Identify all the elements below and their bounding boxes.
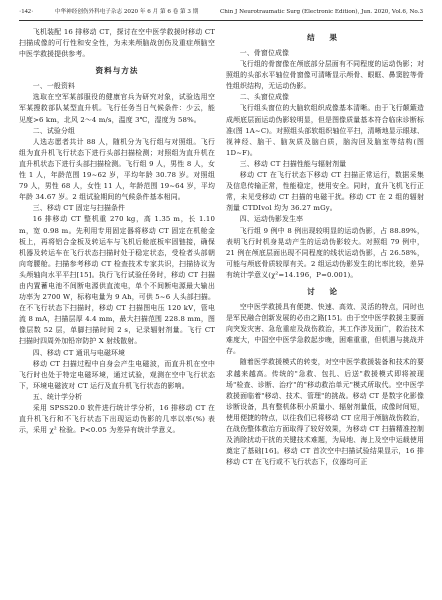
paragraph-electromagnetic: 移动 CT 扫描过程中自身会产生电磁波，而直升机在空中飞行时也处于特定电磁环境，通过试验，观测在空中飞行状态下，环境电磁波对 CT 运行及直升机飞行状态的影响。 xyxy=(19,359,215,390)
right-column xyxy=(226,27,424,468)
intro-continuation: 飞机装配 16 排移动 CT，探讨在空中医学救援时移动 CT 扫描成像的可行性和安全性，为未来颅脑战创伤及重症颅脑空中医学救援提供参考。 xyxy=(19,28,215,59)
subheading-general: 一、一般资料 xyxy=(32,82,76,91)
subheading-bone-window: 一、骨窗位成像 xyxy=(239,49,290,57)
paragraph-brain-window: 飞行组头窗位的大脑软组织成像基本清晰。由于飞行颠簸造成颅底层面运动伪影较明显，但是图像质量基本符合临床诊断标准(图 1A~C)。对照组头部软组织轴位平扫，清晰地显示眼球、视神经、脑干、脑灰质及脑白质，脑沟回及脑室等结构(图 1D~F)。 xyxy=(226,104,424,157)
subheading-electromagnetic: 四、移动 CT 通讯与电磁环境 xyxy=(32,348,126,357)
paragraph-discussion-2: 随着医学救援模式的转变，对空中医学救援装备和技术的要求越来越高。传统的"急救、包扎、后送"救援模式即将被现场"检查、诊断、治疗"的"移动救治单元"模式所取代。空中医学救援面临着"移动、技术、管理"的挑战。移动 CT 是数字化影像诊断设备，具有整机体积小质量小、辐射剂量低，成像时间短，使用便捷的特点，以往我们已将移动 CT 应用于颅脑战伤救治，在战伤整体救治方面取得了较好效果，为移动 CT 扫描精准控制及消除扰动干扰的关键技术难题，为局地、海上及空中运载使用奠定了基础[16]。移动 CT 首次空中扫描试验结果显示，16 排移动 CT 在飞行或不飞行状态下，仪器均可正 xyxy=(226,358,424,467)
header-rule xyxy=(19,20,423,21)
subheading-grouping: 二、试验分组 xyxy=(32,126,76,135)
paragraph-ct-fixation: 16 排移动 CT 整机重 270 kg，高 1.35 m，长 1.10 m，宽 0.98 m。先利用专用固定器将移动 CT 固定在机舱金板上，再将铝合金板及转运车与飞机后舱底板牢固链接，确保机器及转运车在飞行状态扫描时处于稳定状态，受检者头部朝向弯腰舱。扫描参考移动 CT 检查技术专家共识，扫描协议为头颅轴向水平平扫[15]。执行飞行试验任务时，移动 CT 扫描由内置蓄电池不间断电源供直流电，单个不间断电源最大输出功率为 2700 W，标称电量为 9 Ah，可供 5~6 人头部扫描。在不飞行状态下扫描时，移动 CT 扫描图电压 120 kV，管电流 8 mA，扫描层厚 4.4 mm，最大扫描范围 228.8 mm，图像层数 52 层，单脚扫描时间 2 s，记录辐射剂量。飞行 CT 扫描时四周外加铅帘防护 X 射线散射。 xyxy=(19,215,215,346)
paragraph-bone-window: 飞行组的骨窗像在颅底部分层面有不同程度的运动伪影；对照组的头部水平轴位骨窗像可清晰显示颅骨、眼眶、鼻窦腔等骨性组织结构，无运动伪影。 xyxy=(226,60,424,91)
subheading-artifact-rate: 四、运动伪影发生率 xyxy=(239,215,304,224)
section-title-methods: 资料与方法 xyxy=(95,66,139,76)
subheading-statistics: 五、统计学分析 xyxy=(32,392,83,401)
subheading-brain-window: 二、头窗位成像 xyxy=(239,93,290,102)
section-title-discussion: 讨 论 xyxy=(307,286,343,296)
journal-title-en: Chin J Neurotraumatic Surg (Electronic Edition), Jun. 2020, Vol.6, No.3 xyxy=(220,9,423,15)
paragraph-general: 选取在空军某部服役的健康官兵为研究对象，试验选用空军某搜救部队某型直升机。飞行任务当日气候条件：少云，能见度>6 km，北风 2～4 m/s，温度 3℃，湿度为 58%。 xyxy=(19,93,215,124)
paragraph-statistics: 采用 SPSS20.0 软件进行统计学分析，16 排移动 CT 在直升机飞行和不飞行状态下出现运动伪影的几率以率(%) 表示，采用 χ² 检验。P<0.05 为差异有统计学意义。 xyxy=(19,404,215,435)
running-header xyxy=(19,8,423,16)
paragraph-performance: 移动 CT 在飞行状态下移动 CT 扫描正常运行，数据采集及信息传输正常，性能稳定，使用安全。同时，直升飞机飞行正常，未见受移动 CT 扫描的电磁干扰。移动 CT 在 2 组的辐射剂量 CTDIvol 均为 36.27 mGy。 xyxy=(226,171,424,213)
left-column xyxy=(19,27,215,436)
paragraph-grouping: 人选志愿者共计 88 人，随机分为飞行组与对照组。飞行组为直升机飞行状态下进行头部扫描检测；对照组为直升机在直升机状态下进行头部扫描检测。飞行组 9 人，男性 8 人，女性 1 人，年龄范围 19~62 岁，平均年龄 30.78 岁。对照组 79 人，男性 68 人，女性 11 人，年龄范围 19~64 岁，平均年龄 34.67 岁。2 组试验期间的气候条件基本相同。 xyxy=(19,137,215,202)
subheading-ct-fixation: 三、移动 CT 固定与扫描条件 xyxy=(32,204,126,213)
journal-title-cn: 中华神经创伤外科电子杂志 2020 年 6 月 第 6 卷 第 3 期 xyxy=(54,9,199,15)
subheading-performance: 三、移动 CT 扫描性能与辐射剂量 xyxy=(239,159,347,168)
page-number: ·142· xyxy=(19,8,34,15)
paragraph-artifact-rate: 飞行组 9 例中 8 例出现较明显的运动伪影，占 88.89%，表明飞行时机身晃动产生的运动伪影较大。对照组 79 例中，21 例在颅底层面出现不同程度的线状运动伪影，占 26.58%，可能与颅底骨质较厚有关。2 组运动伪影发生的比率比较，差异有统计学意义(χ²=14.196，P=0.001)。 xyxy=(226,226,424,279)
section-title-results: 结 果 xyxy=(307,33,343,42)
paragraph-discussion-1: 空中医学救援具有便捷、快速、高效、灵活的特点，同时也是军民融合创新发展的必由之路[15]。由于空中医学救援主要面向突发灾害、急危重症及战伤救治，其工作涉及面广，救治技术难度大，中国空中医学急救起步晚，困难重重，但机遇与挑战并存。 xyxy=(226,302,424,356)
